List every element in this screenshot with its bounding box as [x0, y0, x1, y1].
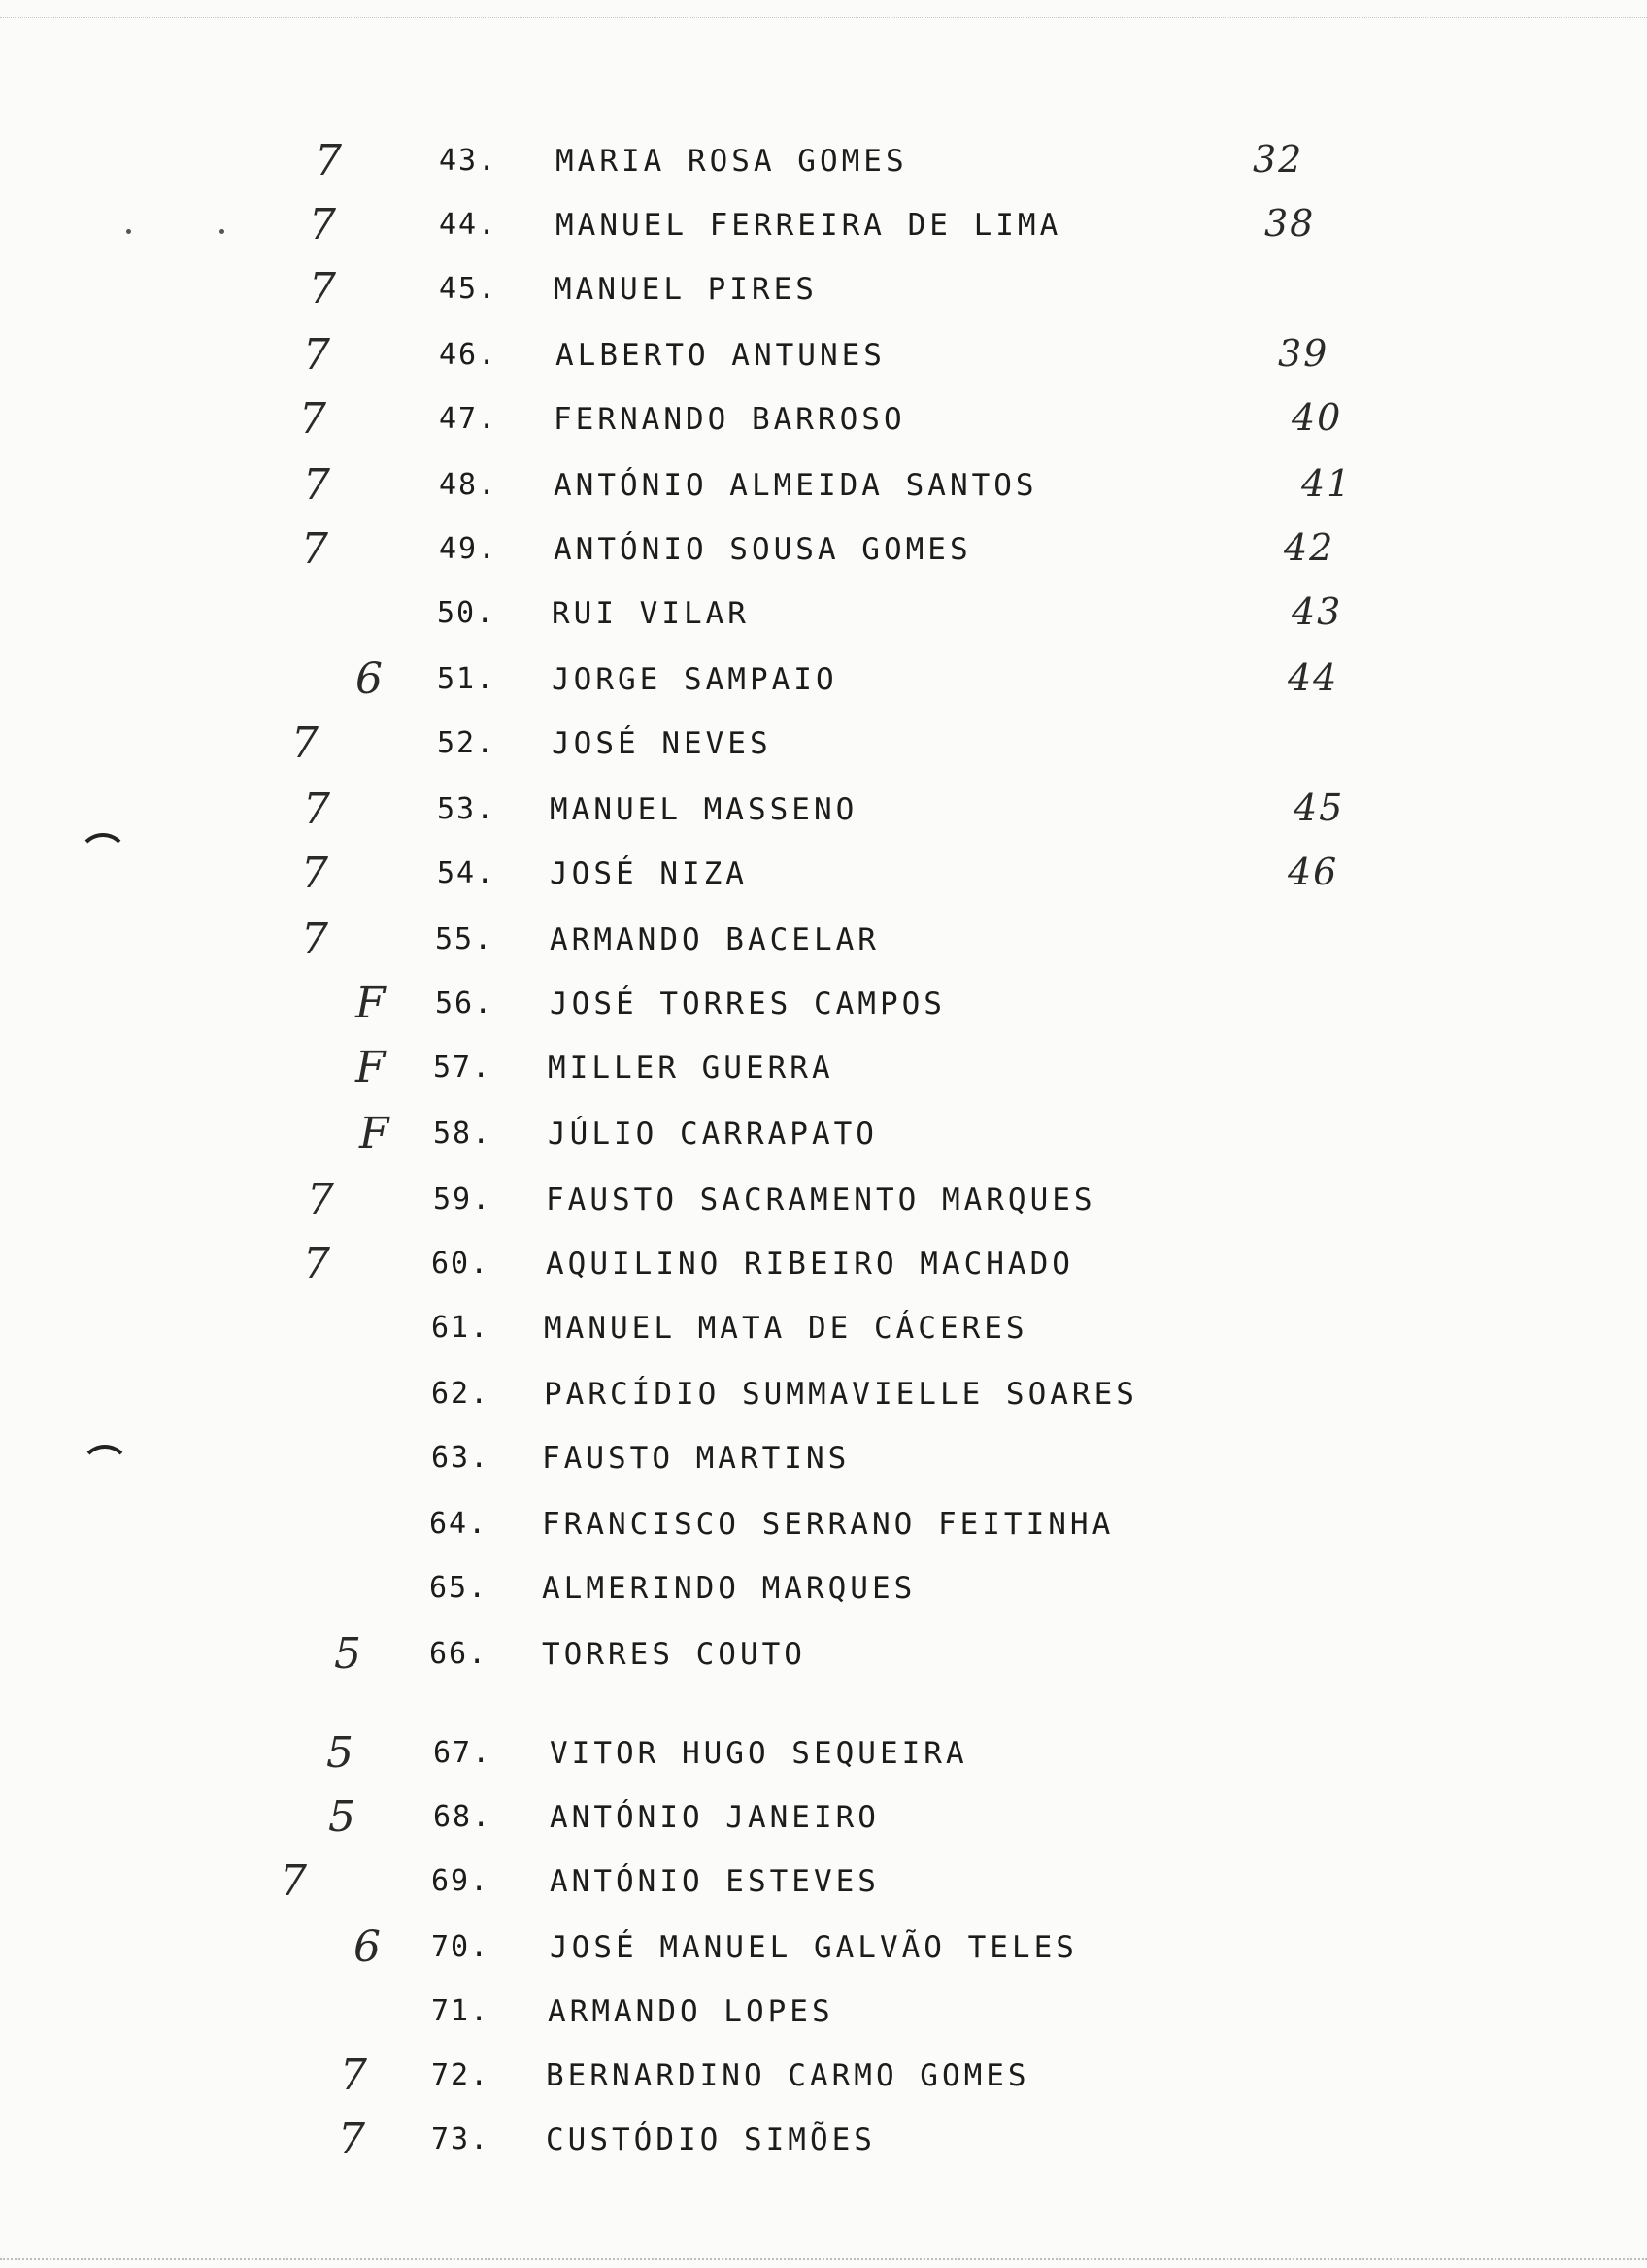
handwritten-tally-mark: 7: [307, 1175, 334, 1224]
entry-name: FAUSTO SACRAMENTO MARQUES: [546, 1183, 1096, 1217]
handwritten-tally-mark: 7: [340, 2051, 367, 2100]
list-item: [0, 718, 1647, 784]
entry-number: 57.: [433, 1051, 492, 1084]
entry-name: ANTÓNIO ALMEIDA SANTOS: [554, 468, 1038, 503]
list-item: [0, 590, 1647, 654]
entry-number: 71.: [431, 1994, 490, 2028]
page-bottom-edge: [0, 2258, 1647, 2262]
list-item: [0, 1043, 1647, 1109]
entry-number: 66.: [429, 1637, 488, 1671]
handwritten-tally-mark: F: [355, 979, 386, 1028]
handwritten-tally-mark: 5: [328, 1792, 355, 1842]
handwritten-tally-mark: F: [355, 1043, 386, 1092]
handwritten-count-number: 42: [1284, 526, 1335, 569]
handwritten-tally-mark: 7: [280, 1856, 307, 1906]
entry-name: RUI VILAR: [552, 596, 750, 631]
entry-name: JOSÉ TORRES CAMPOS: [550, 986, 946, 1021]
handwritten-count-number: 40: [1292, 396, 1343, 439]
handwritten-tally-mark: 7: [301, 849, 328, 898]
entry-number: 50.: [437, 596, 496, 630]
handwritten-tally-mark: 7: [299, 394, 326, 444]
handwritten-tally-mark: 5: [326, 1728, 353, 1778]
handwritten-tally-mark: 6: [353, 1922, 381, 1972]
entry-number: 69.: [431, 1864, 490, 1898]
entry-name: JÚLIO CARRAPATO: [548, 1117, 878, 1151]
entry-number: 63.: [431, 1441, 490, 1475]
entry-name: ANTÓNIO ESTEVES: [550, 1864, 880, 1899]
handwritten-tally-mark: 7: [303, 784, 330, 834]
entry-name: CUSTÓDIO SIMÕES: [546, 2122, 876, 2157]
handwritten-tally-mark: F: [359, 1109, 389, 1158]
entry-name: ANTÓNIO JANEIRO: [550, 1800, 880, 1835]
entry-name: ALBERTO ANTUNES: [555, 338, 886, 373]
list-item: [0, 394, 1647, 460]
entry-number: 65.: [429, 1571, 488, 1605]
entry-name: AQUILINO RIBEIRO MACHADO: [546, 1247, 1074, 1282]
handwritten-count-number: 43: [1292, 590, 1343, 633]
entry-name: VITOR HUGO SEQUEIRA: [550, 1736, 968, 1771]
entry-number: 72.: [431, 2058, 490, 2092]
list-item: [0, 1239, 1647, 1305]
entry-name: ARMANDO BACELAR: [550, 922, 880, 957]
list-item: [0, 1856, 1647, 1922]
entry-number: 67.: [433, 1736, 492, 1770]
list-item: [0, 2115, 1647, 2181]
handwritten-tally-mark: 7: [338, 2115, 365, 2164]
entry-number: 47.: [439, 402, 498, 436]
list-item: [0, 1922, 1647, 1988]
list-item: [0, 915, 1647, 981]
entry-name: FRANCISCO SERRANO FEITINHA: [542, 1507, 1115, 1542]
handwritten-count-number: 32: [1253, 138, 1304, 181]
handwritten-tally-mark: 7: [301, 915, 328, 964]
list-item: [0, 1311, 1647, 1369]
handwritten-tally-mark: 6: [355, 654, 383, 704]
entry-number: 48.: [439, 468, 498, 502]
entry-number: 61.: [431, 1311, 490, 1345]
entry-number: 58.: [433, 1117, 492, 1151]
entry-name: JOSÉ MANUEL GALVÃO TELES: [550, 1930, 1078, 1965]
entry-name: MANUEL MATA DE CÁCERES: [544, 1311, 1028, 1346]
entry-name: JORGE SAMPAIO: [552, 662, 838, 697]
list-item: [0, 264, 1647, 330]
handwritten-tally-mark: 7: [303, 330, 330, 380]
list-item: [0, 524, 1647, 590]
handwritten-count-number: 44: [1288, 656, 1339, 699]
handwritten-tally-mark: 7: [315, 136, 342, 185]
entry-name: JOSÉ NIZA: [550, 856, 748, 891]
entry-number: 68.: [433, 1800, 492, 1834]
entry-name: ALMERINDO MARQUES: [542, 1571, 917, 1606]
handwritten-count-number: 39: [1278, 332, 1329, 375]
entry-name: MANUEL FERREIRA DE LIMA: [555, 208, 1062, 243]
list-item: [0, 654, 1647, 720]
handwritten-tally-mark: 5: [334, 1629, 361, 1679]
entry-number: 56.: [435, 986, 494, 1020]
entry-number: 53.: [437, 792, 496, 826]
entry-name: MILLER GUERRA: [548, 1051, 834, 1085]
handwritten-tally-mark: 7: [303, 1239, 330, 1288]
handwritten-count-number: 38: [1264, 202, 1316, 245]
entry-name: BERNARDINO CARMO GOMES: [546, 2058, 1030, 2093]
entry-number: 62.: [431, 1377, 490, 1411]
entry-number: 52.: [437, 726, 496, 760]
handwritten-tally-mark: 7: [309, 200, 336, 250]
list-item: [0, 1994, 1647, 2052]
entry-number: 49.: [439, 532, 498, 566]
list-item: [0, 849, 1647, 915]
entry-name: PARCÍDIO SUMMAVIELLE SOARES: [544, 1377, 1138, 1412]
entry-number: 51.: [437, 662, 496, 696]
list-item: [0, 1629, 1647, 1695]
entry-name: ANTÓNIO SOUSA GOMES: [554, 532, 972, 567]
list-item: [0, 1728, 1647, 1794]
entry-name: TORRES COUTO: [542, 1637, 806, 1672]
list-item: [0, 1441, 1647, 1499]
list-item: [0, 1571, 1647, 1629]
entry-number: 44.: [439, 208, 498, 242]
entry-name: JOSÉ NEVES: [552, 726, 772, 761]
list-item: [0, 979, 1647, 1045]
entry-number: 60.: [431, 1247, 490, 1281]
handwritten-tally-mark: 7: [303, 460, 330, 510]
list-item: [0, 2051, 1647, 2117]
handwritten-count-number: 46: [1288, 850, 1339, 893]
page-top-edge: [0, 0, 1647, 18]
entry-name: MANUEL PIRES: [554, 272, 818, 307]
list-item: [0, 330, 1647, 396]
handwritten-tally-mark: 7: [309, 264, 336, 314]
entry-number: 64.: [429, 1507, 488, 1541]
handwritten-count-number: 41: [1301, 462, 1353, 505]
entry-name: ARMANDO LOPES: [548, 1994, 834, 2029]
entry-name: FAUSTO MARTINS: [542, 1441, 851, 1476]
entry-name: MANUEL MASSENO: [550, 792, 858, 827]
list-item: [0, 460, 1647, 526]
entry-number: 70.: [431, 1930, 490, 1964]
list-item: [0, 200, 1647, 266]
list-item: [0, 1175, 1647, 1241]
list-item: [0, 1109, 1647, 1175]
entry-number: 73.: [431, 2122, 490, 2156]
entry-number: 59.: [433, 1183, 492, 1217]
handwritten-count-number: 45: [1294, 786, 1345, 829]
entry-number: 46.: [439, 338, 498, 372]
handwritten-tally-mark: 7: [301, 524, 328, 574]
entry-number: 45.: [439, 272, 498, 306]
list-item: [0, 1507, 1647, 1565]
list-item: [0, 136, 1647, 202]
entry-name: FERNANDO BARROSO: [554, 402, 906, 437]
list-item: [0, 784, 1647, 850]
list-item: [0, 1377, 1647, 1435]
entry-number: 43.: [439, 144, 498, 178]
entry-name: MARIA ROSA GOMES: [555, 144, 908, 179]
list-item: [0, 1792, 1647, 1858]
entry-number: 55.: [435, 922, 494, 956]
handwritten-tally-mark: 7: [291, 718, 319, 768]
entry-number: 54.: [437, 856, 496, 890]
